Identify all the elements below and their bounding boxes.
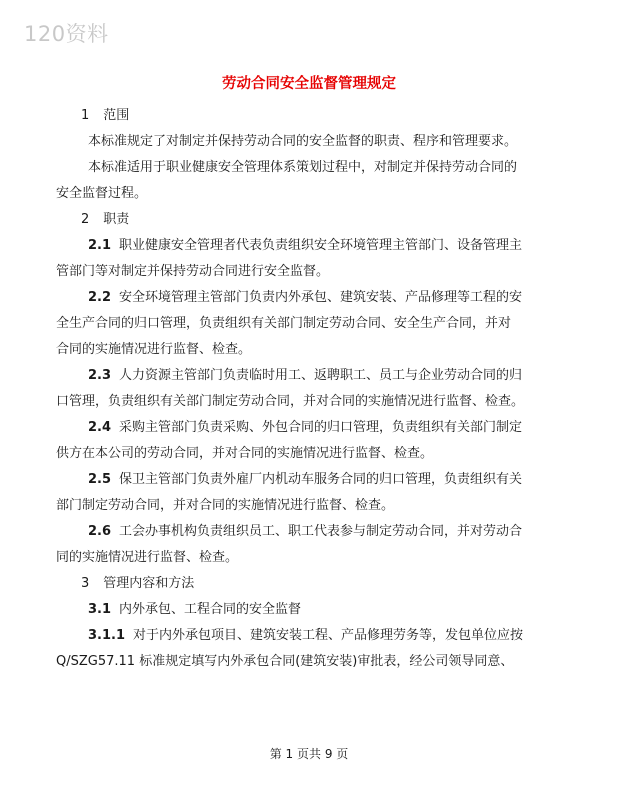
section-heading: [56, 571, 562, 597]
clause-text: 安全环境管理主管部门负责内外承包、建筑安装、产品修理等工程的安: [119, 290, 523, 305]
paragraph-line: 本标准规定了对制定并保持劳动合同的安全监督的职责、程序和管理要求。: [88, 134, 518, 149]
page-footer: 第 1 页共 9 页: [269, 747, 349, 761]
clause-number: 2.5: [88, 472, 112, 487]
paragraph-line: 合同的实施情况进行监督、检查。: [56, 342, 252, 357]
clause-text: 采购主管部门负责采购、外包合同的归口管理，负责组织有关部门制定: [119, 420, 523, 435]
clause-number: 3.1: [88, 602, 112, 617]
clause-number: 2.4: [88, 420, 112, 435]
clause-text: 内外承包、工程合同的安全监督: [119, 602, 302, 617]
clause-line: [56, 415, 562, 441]
clause-line: [56, 285, 562, 311]
section-title: 管理内容和方法: [103, 576, 195, 591]
section-number: 1: [81, 108, 90, 123]
paragraph-line: 供方在本公司的劳动合同，并对合同的实施情况进行监督、检查。: [56, 446, 434, 461]
paragraph-line: Q/SZG57.11 标准规定填写内外承包合同(建筑安装)审批表，经公司领导同意、: [56, 654, 514, 669]
section-title: 范围: [103, 108, 130, 123]
clause-number: 2.2: [88, 290, 112, 305]
section-number: 2: [81, 212, 90, 227]
clause-number: 2.6: [88, 524, 112, 539]
clause-text: 人力资源主管部门负责临时用工、返聘职工、员工与企业劳动合同的归: [119, 368, 523, 383]
clause-number: 3.1.1: [88, 628, 126, 643]
watermark: 120资料: [24, 22, 109, 46]
paragraph-line: 管部门等对制定并保持劳动合同进行安全监督。: [56, 264, 330, 279]
clause-line: [56, 363, 562, 389]
paragraph-line: 同的实施情况进行监督、检查。: [56, 550, 239, 565]
clause-line: [56, 233, 562, 259]
clause-text: 职业健康安全管理者代表负责组织安全环境管理主管部门、设备管理主: [119, 238, 523, 253]
paragraph-line: 口管理，负责组织有关部门制定劳动合同，并对合同的实施情况进行监督、检查。: [56, 394, 525, 409]
clause-line: [56, 519, 562, 545]
section-heading: [56, 103, 562, 129]
clause-number: 2.3: [88, 368, 112, 383]
paragraph-line: 全生产合同的归口管理，负责组织有关部门制定劳动合同、安全生产合同，并对: [56, 316, 512, 331]
clause-text: 对于内外承包项目、建筑安装工程、产品修理劳务等，发包单位应按: [133, 628, 524, 643]
clause-text: 工会办事机构负责组织员工、职工代表参与制定劳动合同，并对劳动合: [119, 524, 523, 539]
clause-line: [56, 623, 562, 649]
clause-number: 2.1: [88, 238, 112, 253]
clause-text: 保卫主管部门负责外雇厂内机动车服务合同的归口管理，负责组织有关: [119, 472, 523, 487]
paragraph-line: 安全监督过程。: [56, 186, 148, 201]
paragraph-line: 本标准适用于职业健康安全管理体系策划过程中，对制定并保持劳动合同的: [88, 160, 518, 175]
document-body: [56, 103, 562, 675]
section-number: 3: [81, 576, 90, 591]
section-title: 职责: [103, 212, 130, 227]
paragraph-line: 部门制定劳动合同，并对合同的实施情况进行监督、检查。: [56, 498, 395, 513]
clause-line: [56, 467, 562, 493]
section-heading: [56, 207, 562, 233]
document-title: 劳动合同安全监督管理规定: [222, 76, 396, 92]
clause-line: [56, 597, 562, 623]
